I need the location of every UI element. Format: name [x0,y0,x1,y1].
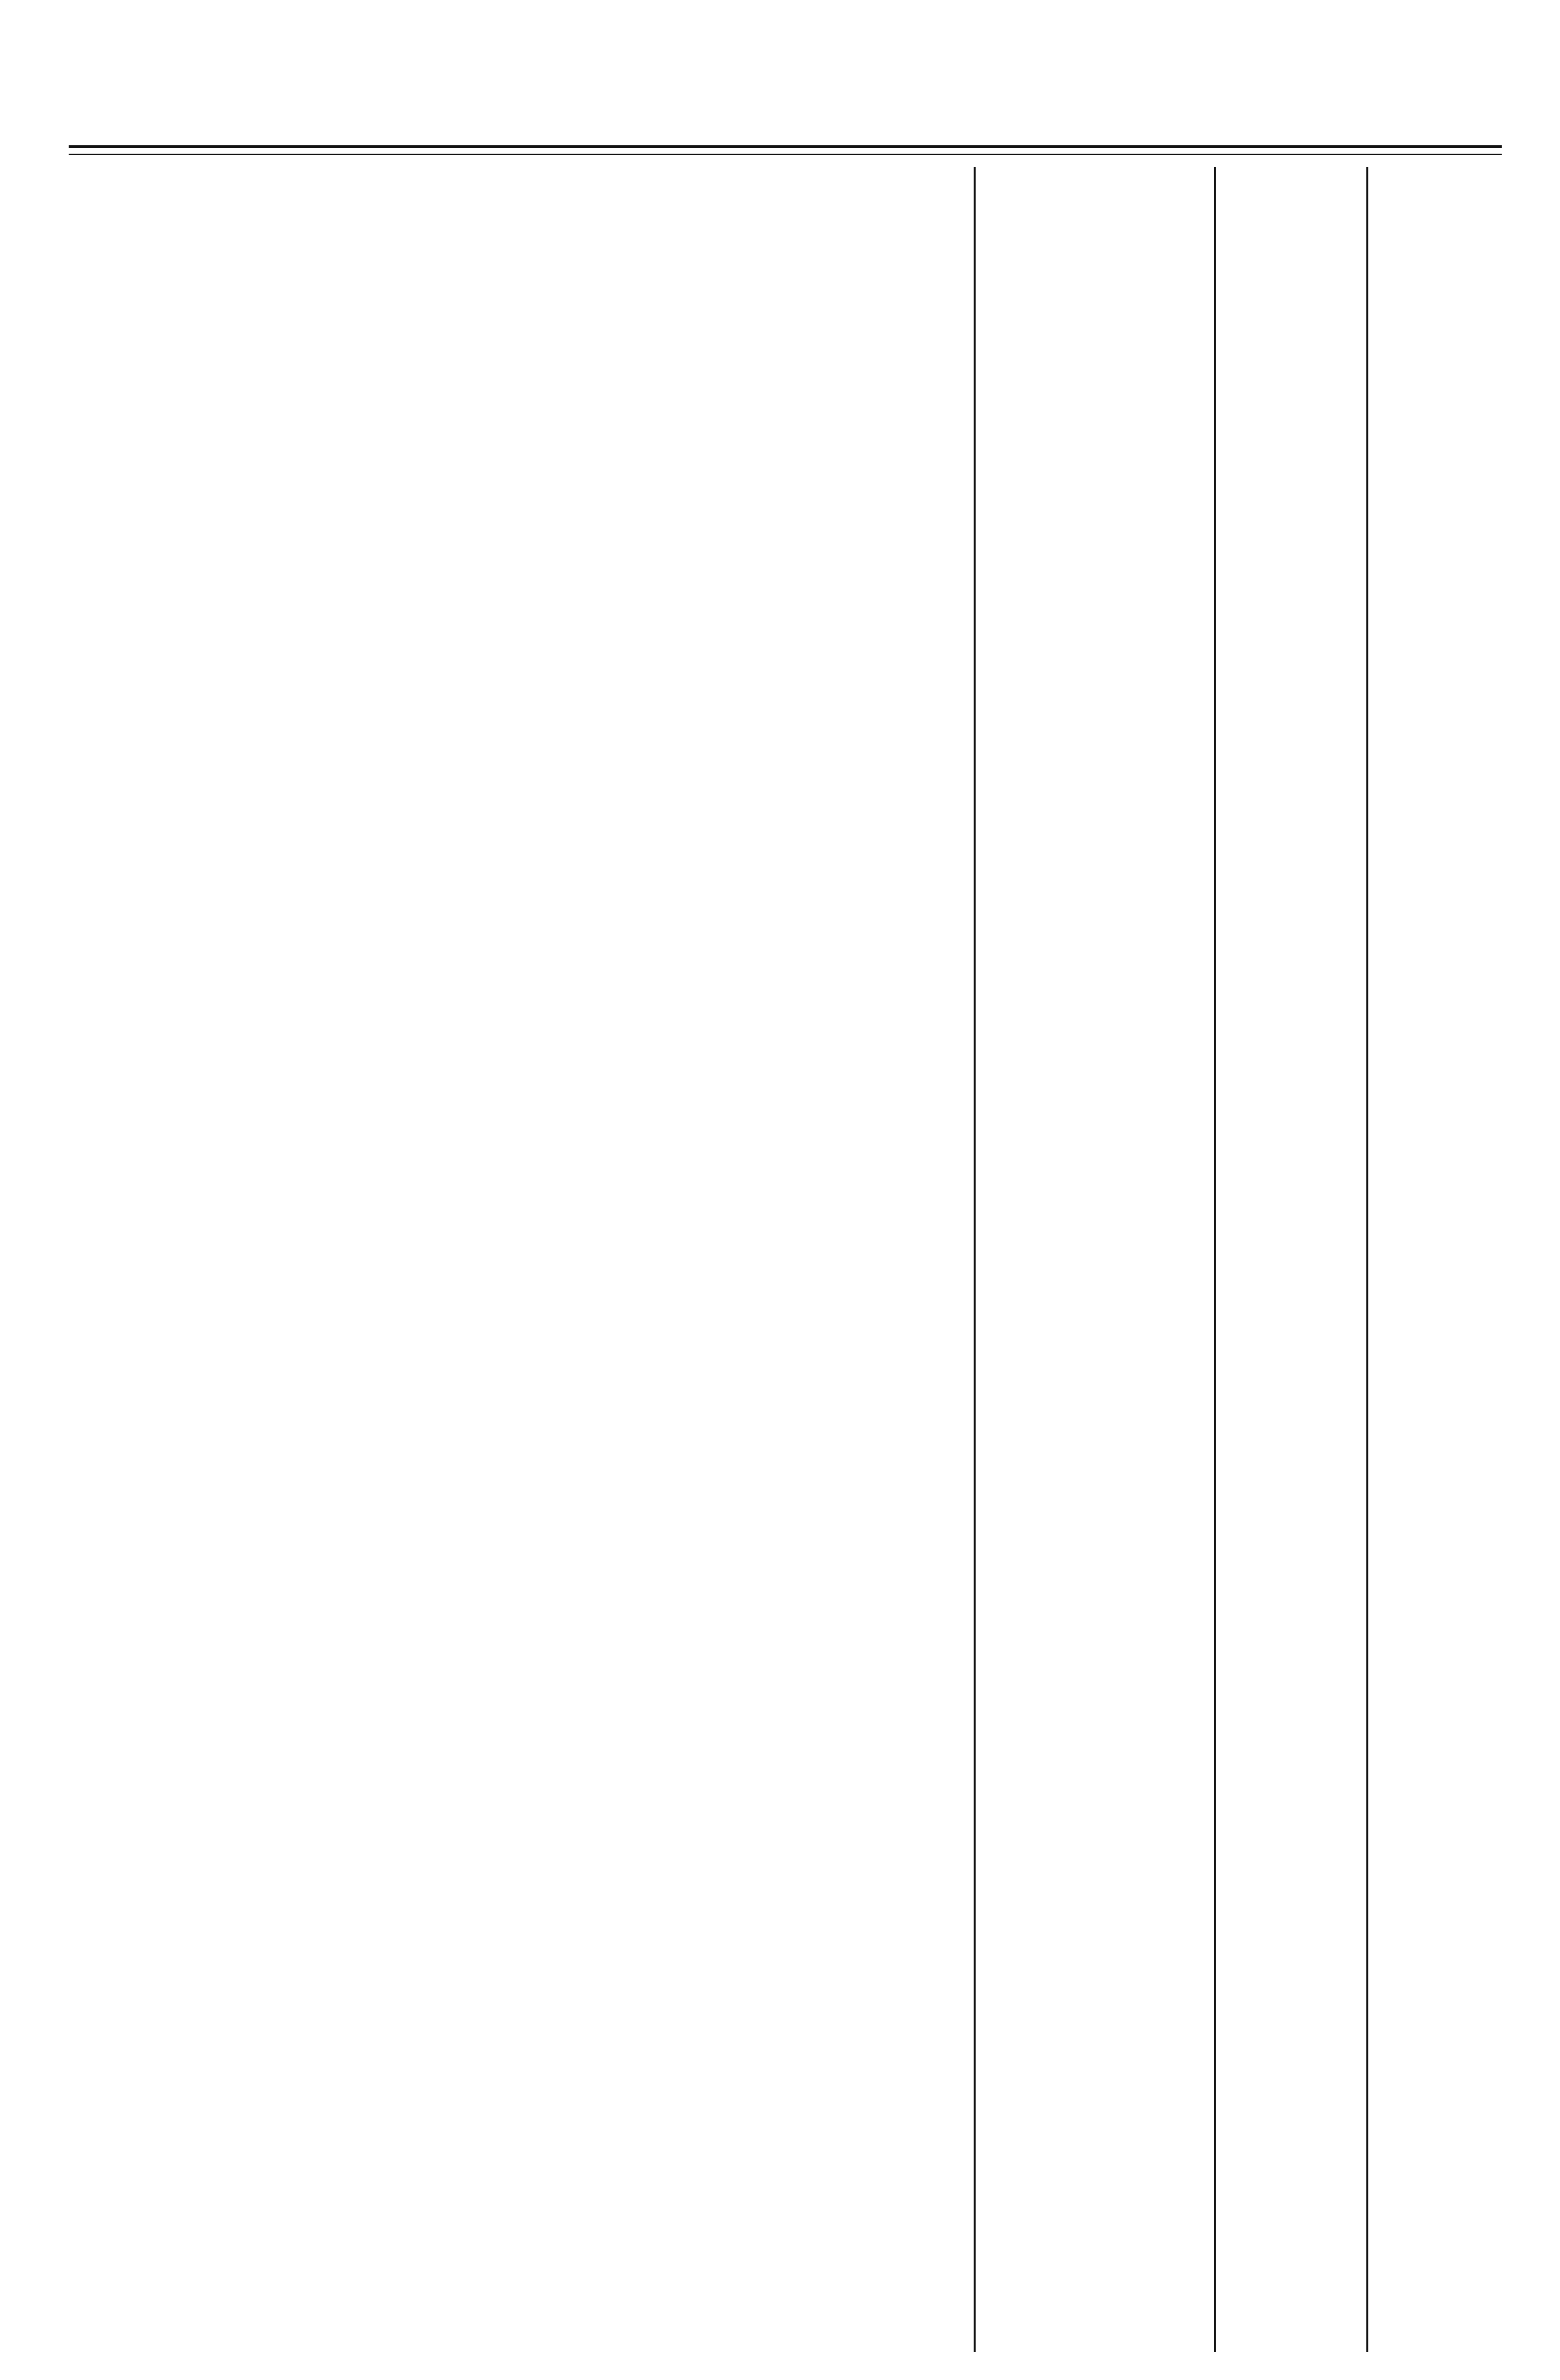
header-rule-thin [69,154,1502,155]
column-divider-2 [1214,167,1216,2352]
column-divider-3 [1366,167,1368,2352]
header-rule-thick [69,145,1502,148]
column-divider-1 [974,167,976,2352]
